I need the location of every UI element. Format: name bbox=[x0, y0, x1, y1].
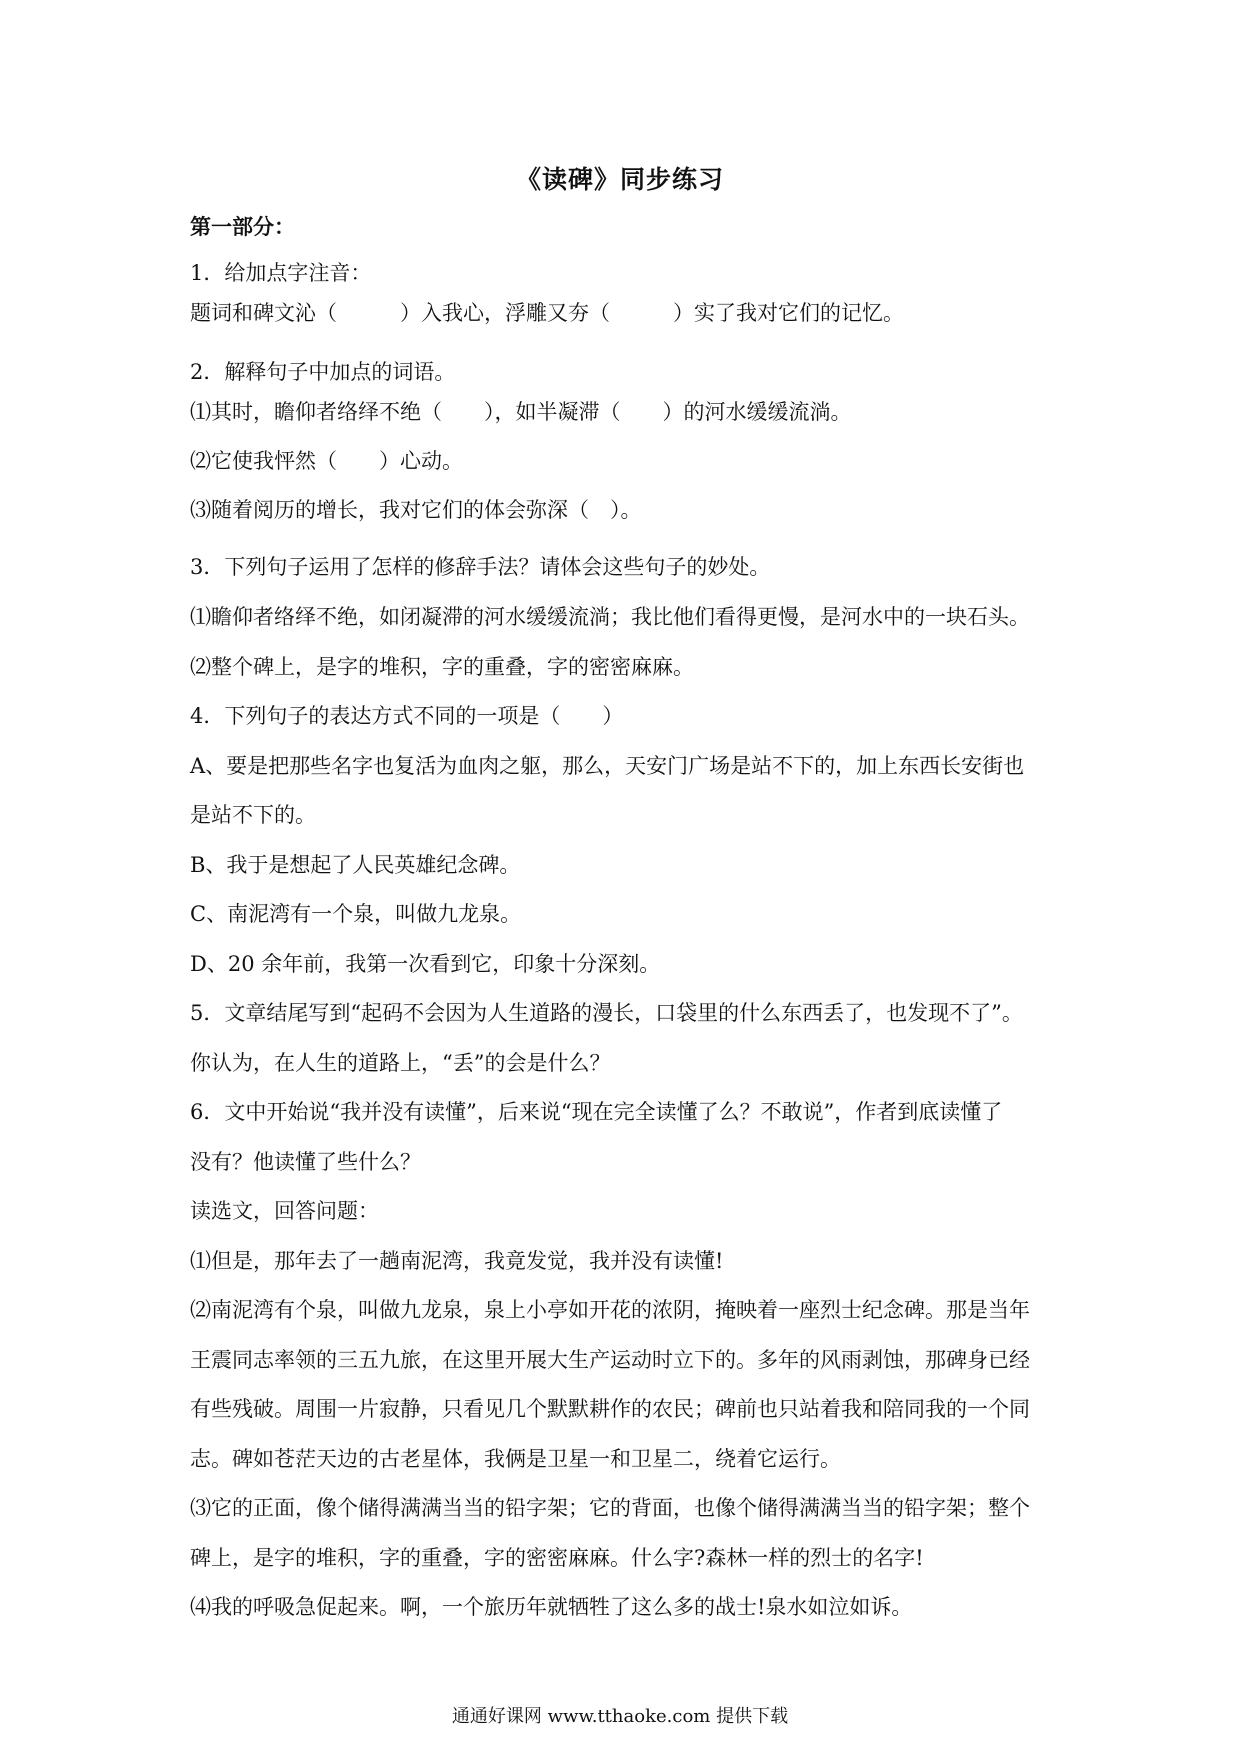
option-b: B、我于是想起了人民英雄纪念碑。 bbox=[190, 853, 521, 877]
passage-paragraph-2-line-3: 有些残破。周围一片寂静，只看见几个默默耕作的农民；碑前也只站着我和陪同我的一个同 bbox=[190, 1397, 1030, 1421]
option-a-line-1: A、要是把那些名字也复活为血肉之躯，那么，天安门广场是站不下的，加上东西长安街也 bbox=[190, 754, 1025, 778]
question-3-item-1: ⑴瞻仰者络绎不绝，如闭凝滞的河水缓缓流淌；我比他们看得更慢，是河水中的一块石头。 bbox=[190, 605, 1030, 629]
document-title: 《读碑》同步练习 bbox=[515, 165, 724, 194]
section-heading: 第一部分： bbox=[190, 215, 295, 239]
question-2-item-1: ⑴其时，瞻仰者络绎不绝（ ），如半凝滞（ ）的河水缓缓流淌。 bbox=[190, 400, 852, 424]
passage-paragraph-2-line-1: ⑵南泥湾有个泉，叫做九龙泉，泉上小亭如开花的浓阴，掩映着一座烈士纪念碑。那是当年 bbox=[190, 1298, 1030, 1322]
question-3-item-2: ⑵整个碑上，是字的堆积，字的重叠，字的密密麻麻。 bbox=[190, 655, 694, 679]
question-1-prompt: 1．给加点字注音： bbox=[190, 261, 372, 285]
question-5-line-2: 你认为，在人生的道路上，“丢”的会是什么？ bbox=[190, 1051, 611, 1075]
question-4-prompt: 4．下列句子的表达方式不同的一项是（ ） bbox=[190, 704, 624, 728]
passage-paragraph-1: ⑴但是，那年去了一趟南泥湾，我竟发觉，我并没有读懂! bbox=[190, 1249, 724, 1273]
reading-prompt: 读选文，回答问题： bbox=[190, 1199, 379, 1223]
passage-paragraph-3-line-2: 碑上，是字的堆积，字的重叠，字的密密麻麻。什么字?森林一样的烈士的名字! bbox=[190, 1546, 924, 1570]
option-c: C、南泥湾有一个泉，叫做九龙泉。 bbox=[190, 902, 522, 926]
question-3-prompt: 3．下列句子运用了怎样的修辞手法？请体会这些句子的妙处。 bbox=[190, 555, 771, 579]
question-6-line-1: 6．文中开始说“我并没有读懂”，后来说“现在完全读懂了么？不敢说”，作者到底读懂了 bbox=[190, 1100, 1003, 1124]
page-footer: 通通好课网 www.tthaoke.com 提供下载 bbox=[451, 1706, 789, 1727]
question-2-item-3: ⑶随着阅历的增长，我对它们的体会弥深（ ）。 bbox=[190, 498, 642, 522]
question-2-item-2: ⑵它使我怦然（ ）心动。 bbox=[190, 449, 463, 473]
question-1-sentence: 题词和碑文沁（ ）入我心，浮雕又夯（ ）实了我对它们的记忆。 bbox=[190, 301, 904, 325]
passage-paragraph-3-line-1: ⑶它的正面，像个储得满满当当的铅字架；它的背面，也像个储得满满当当的铅字架；整个 bbox=[190, 1496, 1030, 1520]
option-d: D、20 余年前，我第一次看到它，印象十分深刻。 bbox=[190, 952, 661, 976]
passage-paragraph-2-line-2: 王震同志率领的三五九旅，在这里开展大生产运动时立下的。多年的风雨剥蚀，那碑身已经 bbox=[190, 1348, 1030, 1372]
question-2-prompt: 2．解释句子中加点的词语。 bbox=[190, 360, 456, 384]
question-6-line-2: 没有？他读懂了些什么？ bbox=[190, 1150, 421, 1174]
passage-paragraph-2-line-4: 志。碑如苍茫天边的古老星体，我俩是卫星一和卫星二，绕着它运行。 bbox=[190, 1447, 841, 1471]
question-5-line-1: 5．文章结尾写到“起码不会因为人生道路的漫长，口袋里的什么东西丢了，也发现不了”。 bbox=[190, 1001, 1023, 1025]
passage-paragraph-4: ⑷我的呼吸急促起来。啊，一个旅历年就牺牲了这么多的战士!泉水如泣如诉。 bbox=[190, 1595, 913, 1619]
option-a-line-2: 是站不下的。 bbox=[190, 803, 316, 827]
